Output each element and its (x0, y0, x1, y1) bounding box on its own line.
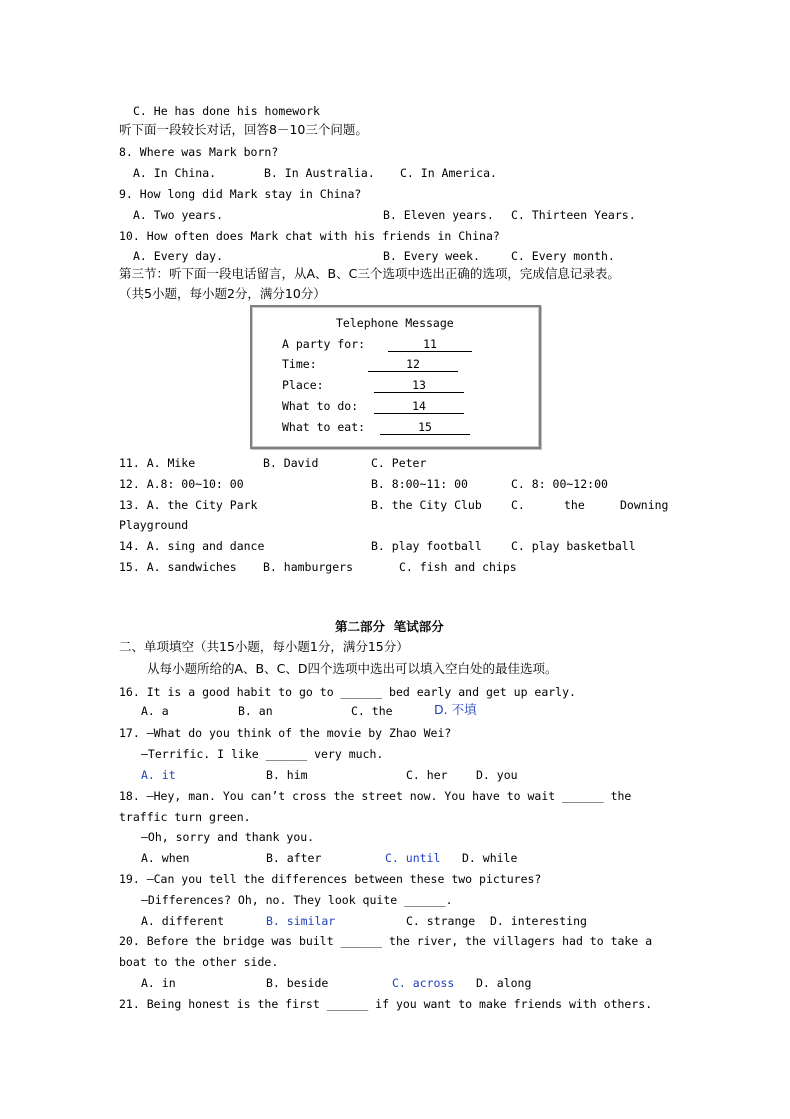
option-b: B. the City Club (371, 498, 482, 512)
option-c: C. 8: 00~12:00 (511, 477, 608, 491)
option-c: C. (511, 498, 525, 512)
option-a-answer: A. it (141, 768, 176, 782)
question-line: —Oh, sorry and thank you. (141, 830, 315, 844)
option-a: A. Two years. (133, 208, 224, 222)
question-9: 9. How long did Mark stay in China? (119, 187, 362, 201)
option-b: B. him (266, 768, 308, 782)
option-continuation: Playground (119, 518, 189, 532)
option-c: C. fish and chips (399, 560, 517, 574)
option-a: A. when (141, 851, 190, 865)
option-c: C. In America. (400, 166, 497, 180)
option-a: A. Every day. (133, 249, 224, 263)
message-blank: 11 (388, 336, 472, 352)
option-c-word: Downing (620, 498, 669, 512)
message-blank: 12 (368, 356, 458, 372)
option-a: A. different (141, 914, 225, 928)
option-b: B. Every week. (383, 249, 480, 263)
option-a: 11. A. Mike (119, 456, 196, 470)
question-line: —Differences? Oh, no. They look quite ______. (141, 893, 453, 907)
option-d: D. interesting (490, 914, 587, 928)
option-a: A. In China. (133, 166, 217, 180)
option-a: A. in (141, 976, 176, 990)
option-a: 14. A. sing and dance (119, 539, 265, 553)
option-a: 15. A. sandwiches (119, 560, 237, 574)
message-blank: 15 (380, 419, 470, 435)
option-c: C. Peter (371, 456, 427, 470)
option-b: B. beside (266, 976, 329, 990)
option-c-answer: C. across (392, 976, 455, 990)
message-blank: 14 (374, 398, 464, 414)
question-line: traffic turn green. (119, 810, 251, 824)
question-17: 17. —What do you think of the movie by Zhao Wei? (119, 726, 452, 740)
message-label: What to do: (282, 399, 359, 413)
option-b: B. play football (371, 539, 482, 553)
message-label: Place: (282, 378, 324, 392)
question-8: 8. Where was Mark born? (119, 145, 279, 159)
option-d-answer: D. 不填 (434, 702, 477, 717)
section-instruction: 从每小题所给的A、B、C、D四个选项中选出可以填入空白处的最佳选项。 (147, 661, 558, 676)
option-c: C. play basketball (511, 539, 636, 553)
option-d: D. while (462, 851, 518, 865)
message-label: What to eat: (282, 420, 366, 434)
option-b-answer: B. similar (266, 914, 336, 928)
question-19: 19. —Can you tell the differences between these two pictures? (119, 872, 542, 886)
option-b: B. In Australia. (264, 166, 375, 180)
question-21: 21. Being honest is the first ______ if you want to make friends with others. (119, 997, 653, 1011)
question-20: 20. Before the bridge was built ______ the river, the villagers had to take a (119, 934, 653, 948)
section-heading: 二、单项填空（共15小题，每小题1分，满分15分） (119, 639, 409, 654)
message-label: Time: (282, 357, 317, 371)
option-a: 13. A. the City Park (119, 498, 258, 512)
question-line: —Terrific. I like ______ very much. (141, 747, 384, 761)
option-b: B. after (266, 851, 322, 865)
option-c: C. strange (406, 914, 476, 928)
question-10: 10. How often does Mark chat with his friends in China? (119, 229, 500, 243)
telephone-message-box (250, 305, 541, 449)
option-a: 12. A.8: 00~10: 00 (119, 477, 244, 491)
question-16: 16. It is a good habit to go to ______ bed early and get up early. (119, 685, 576, 699)
section-scoring: （共5小题，每小题2分，满分10分） (119, 286, 326, 301)
option-c: C. Thirteen Years. (511, 208, 636, 222)
question-line: boat to the other side. (119, 955, 279, 969)
message-label: A party for: (282, 337, 366, 351)
option-c: C. her (406, 768, 448, 782)
option-d: D. along (476, 976, 532, 990)
option-line: C. He has done his homework (133, 104, 320, 118)
option-c: C. Every month. (511, 249, 615, 263)
option-b: B. an (238, 704, 273, 718)
option-c-word: the (564, 498, 585, 512)
option-b: B. hamburgers (263, 560, 354, 574)
message-blank: 13 (374, 377, 464, 393)
option-d: D. you (476, 768, 518, 782)
option-b: B. 8:00~11: 00 (371, 477, 468, 491)
section-heading: 第三节：听下面一段电话留言，从A、B、C三个选项中选出正确的选项，完成信息记录表。 (119, 266, 620, 281)
option-c-answer: C. until (385, 851, 441, 865)
option-c: C. the (351, 704, 393, 718)
question-18: 18. —Hey, man. You can’t cross the street now. You have to wait ______ the (119, 789, 632, 803)
option-a: A. a (141, 704, 169, 718)
message-title: Telephone Message (336, 316, 454, 330)
option-b: B. Eleven years. (383, 208, 494, 222)
section-instruction: 听下面一段较长对话，回答8－10三个问题。 (119, 122, 368, 137)
part-heading: 第二部分 笔试部分 (335, 619, 444, 634)
option-b: B. David (263, 456, 319, 470)
